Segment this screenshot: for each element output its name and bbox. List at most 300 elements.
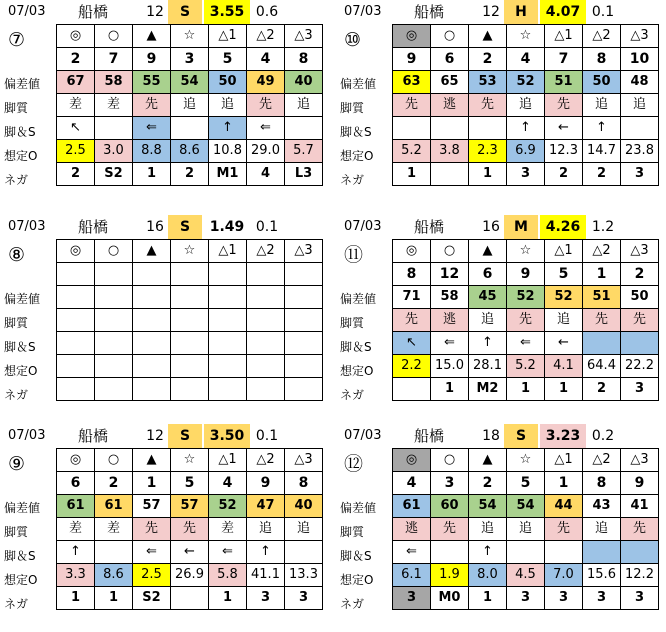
grid-row: [57, 163, 323, 186]
nega-cell: 3: [621, 587, 659, 610]
nega-cell: L3: [285, 163, 323, 186]
mark-cell: △2: [583, 240, 621, 263]
leg-speed-cell: ⇐: [393, 541, 431, 564]
nega-cell: 1: [393, 163, 431, 186]
grid-row: [57, 48, 323, 71]
race-panel-10: [336, 0, 662, 206]
nega-cell: [285, 378, 323, 401]
nega-cell: 1: [133, 163, 171, 186]
mark-cell: ○: [431, 449, 469, 472]
mark-cell: ○: [95, 25, 133, 48]
mark-cell: △3: [285, 25, 323, 48]
nega-cell: [95, 378, 133, 401]
deviation-cell: 61: [57, 495, 95, 518]
leg-speed-cell: [583, 541, 621, 564]
deviation-cell: 51: [545, 71, 583, 94]
deviation-cell: 50: [621, 286, 659, 309]
horse-number-cell: 5: [209, 48, 247, 71]
race-number: ⑪: [344, 244, 364, 266]
mark-cell: △2: [247, 240, 285, 263]
deviation-cell: 60: [431, 495, 469, 518]
running-style-cell: 逃: [431, 309, 469, 332]
expected-odds-cell: 5.8: [209, 564, 247, 587]
leg-speed-cell: ↑: [57, 541, 95, 564]
horse-number-cell: [247, 263, 285, 286]
horse-number-cell: 5: [545, 263, 583, 286]
running-style-cell: 逃: [393, 518, 431, 541]
nega-cell: [133, 378, 171, 401]
expected-odds-cell: 2.5: [57, 140, 95, 163]
leg-speed-cell: ↑: [507, 117, 545, 140]
nega-cell: [171, 587, 209, 610]
expected-odds-cell: 10.8: [209, 140, 247, 163]
horse-number-cell: 7: [95, 48, 133, 71]
nega-cell: [393, 378, 431, 401]
field-size: 12: [146, 428, 164, 444]
leg-speed-cell: ⇐: [431, 332, 469, 355]
row-label: 脚質: [340, 525, 365, 539]
mark-cell: △1: [209, 25, 247, 48]
deviation-cell: 43: [583, 495, 621, 518]
race-panel-9: [0, 424, 326, 630]
odds-value: 3.50: [204, 424, 250, 448]
grid-row: [393, 117, 659, 140]
horse-number-cell: 6: [431, 48, 469, 71]
row-label: 偏差値: [4, 292, 41, 306]
grid-row: [393, 587, 659, 610]
expected-odds-cell: 28.1: [469, 355, 507, 378]
row-label: ネガ: [340, 597, 365, 611]
running-style-cell: 先: [583, 309, 621, 332]
running-style-cell: 追: [469, 309, 507, 332]
expected-odds-cell: 2.3: [469, 140, 507, 163]
race-panel-12: [336, 424, 662, 630]
leg-speed-cell: [171, 332, 209, 355]
expected-odds-cell: 22.2: [621, 355, 659, 378]
venue-name: 船橋: [78, 218, 109, 236]
expected-odds-cell: 12.3: [545, 140, 583, 163]
odds-value: 4.07: [540, 0, 586, 24]
mark-cell: △1: [545, 25, 583, 48]
leg-speed-cell: [285, 117, 323, 140]
running-style-cell: 追: [545, 309, 583, 332]
field-size: 16: [146, 219, 164, 235]
grid-row: [393, 495, 659, 518]
odds-value: 4.26: [540, 215, 586, 239]
race-date: 07/03: [8, 4, 46, 19]
grade-badge: S: [504, 424, 538, 448]
expected-odds-cell: 2.2: [393, 355, 431, 378]
venue-name: 船橋: [78, 3, 109, 21]
running-style-cell: [133, 309, 171, 332]
expected-odds-cell: 29.0: [247, 140, 285, 163]
grid-row: [393, 240, 659, 263]
ratio-value: 0.1: [591, 4, 615, 20]
deviation-cell: [209, 286, 247, 309]
horse-number-cell: 6: [57, 472, 95, 495]
mark-cell: ☆: [507, 240, 545, 263]
ratio-value: 0.2: [591, 428, 615, 444]
horse-number-cell: 10: [621, 48, 659, 71]
leg-speed-cell: ⇐: [247, 117, 285, 140]
grid-row: [393, 472, 659, 495]
deviation-cell: 54: [507, 495, 545, 518]
deviation-cell: 65: [431, 71, 469, 94]
leg-speed-cell: [285, 332, 323, 355]
horse-number-cell: 12: [431, 263, 469, 286]
ratio-value: 1.2: [591, 219, 615, 235]
mark-cell: ☆: [171, 25, 209, 48]
horse-number-cell: [171, 263, 209, 286]
grid-row: [57, 240, 323, 263]
running-style-cell: 先: [393, 94, 431, 117]
row-label: 偏差値: [4, 77, 41, 91]
nega-cell: [57, 378, 95, 401]
nega-cell: 4: [247, 163, 285, 186]
nega-cell: [209, 378, 247, 401]
row-label: 偏差値: [340, 292, 377, 306]
deviation-cell: 41: [621, 495, 659, 518]
race-panel-11: [336, 215, 662, 421]
running-style-cell: 追: [285, 518, 323, 541]
horse-number-cell: 4: [393, 472, 431, 495]
grid-row: [57, 309, 323, 332]
leg-speed-cell: [57, 332, 95, 355]
ratio-value: 0.1: [255, 219, 279, 235]
row-label: ネガ: [4, 173, 29, 187]
horse-number-cell: 5: [171, 472, 209, 495]
horse-number-cell: 9: [393, 48, 431, 71]
row-label: 脚質: [4, 525, 29, 539]
mark-cell: △2: [247, 25, 285, 48]
running-style-cell: 先: [621, 518, 659, 541]
race-panel-8: [0, 215, 326, 421]
leg-speed-cell: [621, 332, 659, 355]
race-date: 07/03: [344, 4, 382, 19]
horse-number-cell: 1: [583, 263, 621, 286]
venue-name: 船橋: [414, 218, 445, 236]
running-style-cell: 差: [209, 518, 247, 541]
grid-row: [393, 564, 659, 587]
horse-number-cell: 6: [469, 263, 507, 286]
grid-row: [393, 355, 659, 378]
deviation-cell: 54: [469, 495, 507, 518]
expected-odds-cell: 7.0: [545, 564, 583, 587]
nega-cell: [431, 163, 469, 186]
race-grid: [56, 448, 323, 610]
horse-number-cell: 9: [247, 472, 285, 495]
running-style-cell: 先: [247, 94, 285, 117]
row-label: 偏差値: [340, 77, 377, 91]
deviation-cell: 61: [95, 495, 133, 518]
leg-speed-cell: [431, 117, 469, 140]
mark-cell: ○: [431, 240, 469, 263]
horse-number-cell: [133, 263, 171, 286]
deviation-cell: 54: [171, 71, 209, 94]
running-style-cell: 追: [621, 94, 659, 117]
row-label: ネガ: [340, 388, 365, 402]
deviation-cell: [285, 286, 323, 309]
horse-number-cell: 7: [545, 48, 583, 71]
nega-cell: 1: [469, 163, 507, 186]
field-size: 16: [482, 219, 500, 235]
deviation-cell: [133, 286, 171, 309]
mark-cell: ○: [95, 240, 133, 263]
row-label: ネガ: [4, 388, 29, 402]
deviation-cell: 61: [393, 495, 431, 518]
row-label: 想定O: [4, 573, 38, 587]
horse-number-cell: 3: [171, 48, 209, 71]
nega-cell: 2: [57, 163, 95, 186]
nega-cell: 2: [583, 163, 621, 186]
mark-cell: △1: [545, 449, 583, 472]
row-label: 脚＆S: [4, 125, 36, 139]
row-label: 偏差値: [4, 501, 41, 515]
expected-odds-cell: 5.2: [507, 355, 545, 378]
ratio-value: 0.6: [255, 4, 279, 20]
mark-cell: ▲: [469, 25, 507, 48]
running-style-cell: [57, 309, 95, 332]
leg-speed-cell: ⇐: [507, 332, 545, 355]
running-style-cell: 先: [469, 94, 507, 117]
mark-cell: △1: [545, 240, 583, 263]
leg-speed-cell: ←: [171, 541, 209, 564]
race-header: [0, 424, 326, 448]
nega-cell: M0: [431, 587, 469, 610]
running-style-cell: 先: [171, 518, 209, 541]
odds-value: 3.55: [204, 0, 250, 24]
grid-row: [57, 495, 323, 518]
horse-number-cell: 8: [583, 472, 621, 495]
running-style-cell: 差: [57, 94, 95, 117]
row-label: 想定O: [4, 364, 38, 378]
expected-odds-cell: [209, 355, 247, 378]
horse-number-cell: 4: [507, 48, 545, 71]
leg-speed-cell: ←: [545, 117, 583, 140]
row-label: 偏差値: [340, 501, 377, 515]
grid-row: [393, 449, 659, 472]
grid-row: [57, 25, 323, 48]
row-label: 脚＆S: [340, 125, 372, 139]
expected-odds-cell: 8.8: [133, 140, 171, 163]
leg-speed-cell: [133, 332, 171, 355]
row-label: ネガ: [340, 173, 365, 187]
nega-cell: 3: [545, 587, 583, 610]
grid-row: [57, 541, 323, 564]
nega-cell: 2: [171, 163, 209, 186]
row-label: 想定O: [340, 149, 374, 163]
race-date: 07/03: [8, 219, 46, 234]
grid-row: [393, 332, 659, 355]
mark-cell: ☆: [171, 240, 209, 263]
mark-cell: ○: [431, 25, 469, 48]
race-number: ⑫: [344, 453, 364, 475]
grade-badge: S: [168, 0, 202, 24]
deviation-cell: 44: [545, 495, 583, 518]
expected-odds-cell: 3.3: [57, 564, 95, 587]
field-size: 12: [146, 4, 164, 20]
leg-speed-cell: ↑: [469, 332, 507, 355]
deviation-cell: 48: [621, 71, 659, 94]
running-style-cell: 追: [507, 518, 545, 541]
row-label: 脚＆S: [4, 340, 36, 354]
deviation-cell: 58: [431, 286, 469, 309]
horse-number-cell: 9: [621, 472, 659, 495]
mark-cell: △3: [621, 449, 659, 472]
horse-number-cell: 5: [507, 472, 545, 495]
nega-cell: 1: [57, 587, 95, 610]
mark-cell: △1: [209, 240, 247, 263]
nega-cell: 3: [393, 587, 431, 610]
running-style-cell: [209, 309, 247, 332]
running-style-cell: 追: [583, 94, 621, 117]
race-number: ⑨: [8, 453, 26, 475]
field-size: 12: [482, 4, 500, 20]
nega-cell: [247, 378, 285, 401]
nega-cell: M1: [209, 163, 247, 186]
nega-cell: 1: [469, 587, 507, 610]
nega-cell: 1: [507, 378, 545, 401]
race-header: [0, 0, 326, 24]
mark-cell: ▲: [133, 449, 171, 472]
expected-odds-cell: 41.1: [247, 564, 285, 587]
nega-cell: 2: [583, 378, 621, 401]
expected-odds-cell: [57, 355, 95, 378]
deviation-cell: 45: [469, 286, 507, 309]
running-style-cell: 先: [621, 309, 659, 332]
horse-number-cell: 4: [209, 472, 247, 495]
nega-cell: 3: [247, 587, 285, 610]
expected-odds-cell: 2.5: [133, 564, 171, 587]
nega-cell: 3: [621, 163, 659, 186]
deviation-cell: [247, 286, 285, 309]
horse-number-cell: 9: [507, 263, 545, 286]
grid-row: [393, 541, 659, 564]
grid-row: [57, 587, 323, 610]
leg-speed-cell: [209, 332, 247, 355]
nega-cell: [171, 378, 209, 401]
mark-cell: ○: [95, 449, 133, 472]
running-style-cell: 逃: [431, 94, 469, 117]
race-grid: [56, 239, 323, 401]
deviation-cell: 52: [545, 286, 583, 309]
deviation-cell: 52: [507, 71, 545, 94]
deviation-cell: [171, 286, 209, 309]
race-grid: [392, 239, 659, 401]
grid-row: [393, 94, 659, 117]
horse-number-cell: 1: [133, 472, 171, 495]
deviation-cell: 58: [95, 71, 133, 94]
expected-odds-cell: [285, 355, 323, 378]
running-style-cell: 先: [133, 94, 171, 117]
running-style-cell: 追: [171, 94, 209, 117]
nega-cell: S2: [133, 587, 171, 610]
grid-row: [57, 449, 323, 472]
venue-name: 船橋: [78, 427, 109, 445]
grade-badge: S: [168, 215, 202, 239]
running-style-cell: 先: [393, 309, 431, 332]
expected-odds-cell: 23.8: [621, 140, 659, 163]
running-style-cell: 先: [545, 518, 583, 541]
expected-odds-cell: 5.2: [393, 140, 431, 163]
grid-row: [57, 332, 323, 355]
row-label: 脚質: [340, 101, 365, 115]
row-label: 想定O: [340, 364, 374, 378]
mark-cell: ▲: [133, 240, 171, 263]
row-label: 脚質: [4, 101, 29, 115]
running-style-cell: 差: [95, 518, 133, 541]
grid-row: [393, 71, 659, 94]
grid-row: [57, 94, 323, 117]
expected-odds-cell: 3.8: [431, 140, 469, 163]
ratio-value: 0.1: [255, 428, 279, 444]
deviation-cell: 52: [507, 286, 545, 309]
running-style-cell: 追: [209, 94, 247, 117]
deviation-cell: 55: [133, 71, 171, 94]
nega-cell: S2: [95, 163, 133, 186]
grid-row: [393, 286, 659, 309]
expected-odds-cell: 3.0: [95, 140, 133, 163]
mark-cell: △3: [621, 240, 659, 263]
expected-odds-cell: [95, 355, 133, 378]
mark-cell: △3: [621, 25, 659, 48]
deviation-cell: 40: [285, 71, 323, 94]
venue-name: 船橋: [414, 3, 445, 21]
leg-speed-cell: [507, 541, 545, 564]
row-label: 脚＆S: [340, 340, 372, 354]
deviation-cell: 40: [285, 495, 323, 518]
expected-odds-cell: 4.5: [507, 564, 545, 587]
mark-cell: ☆: [507, 25, 545, 48]
running-style-cell: 追: [507, 94, 545, 117]
race-header: [336, 215, 662, 239]
deviation-cell: 47: [247, 495, 285, 518]
row-label: 想定O: [340, 573, 374, 587]
horse-number-cell: 2: [57, 48, 95, 71]
leg-speed-cell: ↑: [583, 117, 621, 140]
deviation-cell: 57: [133, 495, 171, 518]
grade-badge: S: [168, 424, 202, 448]
leg-speed-cell: [621, 117, 659, 140]
grid-row: [57, 355, 323, 378]
deviation-cell: 49: [247, 71, 285, 94]
deviation-cell: [95, 286, 133, 309]
deviation-cell: 52: [209, 495, 247, 518]
race-header: [0, 215, 326, 239]
expected-odds-cell: 4.1: [545, 355, 583, 378]
nega-cell: 3: [507, 587, 545, 610]
horse-number-cell: 4: [247, 48, 285, 71]
running-style-cell: 追: [285, 94, 323, 117]
running-style-cell: 差: [95, 94, 133, 117]
leg-speed-cell: [95, 541, 133, 564]
grid-row: [57, 378, 323, 401]
leg-speed-cell: [285, 541, 323, 564]
expected-odds-cell: 64.4: [583, 355, 621, 378]
race-header: [336, 424, 662, 448]
mark-cell: △1: [209, 449, 247, 472]
race-grid: [392, 448, 659, 610]
leg-speed-cell: [621, 541, 659, 564]
race-grid: [56, 24, 323, 186]
nega-cell: 2: [545, 163, 583, 186]
running-style-cell: 追: [583, 518, 621, 541]
running-style-cell: [285, 309, 323, 332]
nega-cell: 1: [431, 378, 469, 401]
mark-cell: ▲: [469, 449, 507, 472]
row-label: 脚＆S: [4, 549, 36, 563]
race-panel-7: [0, 0, 326, 206]
